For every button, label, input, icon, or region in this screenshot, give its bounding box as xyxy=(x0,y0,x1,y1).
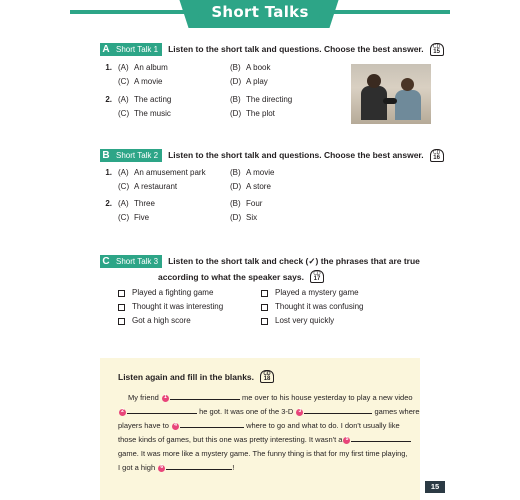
blank-field[interactable] xyxy=(351,434,411,442)
headphones-icon: CD 17 xyxy=(310,270,324,283)
check-item[interactable]: Got a high score xyxy=(118,316,191,326)
answer-option[interactable]: (D) A store xyxy=(230,182,271,191)
checkbox[interactable] xyxy=(261,318,268,325)
checkbox[interactable] xyxy=(118,318,125,325)
check-item[interactable]: Played a fighting game xyxy=(118,288,213,298)
answer-option[interactable]: (C) The music xyxy=(118,109,171,118)
answer-option[interactable]: (B) The directing xyxy=(230,95,293,104)
answer-option[interactable]: (A) The acting xyxy=(118,95,172,104)
answer-option[interactable]: (C) A restaurant xyxy=(118,182,178,191)
answer-option[interactable]: (C) Five xyxy=(118,213,150,222)
blank-field[interactable] xyxy=(166,462,232,470)
page-title: Short Talks xyxy=(211,3,309,21)
section-letter: B xyxy=(100,149,112,162)
fill-title: Listen again and fill in the blanks. CD 18 xyxy=(118,370,274,383)
section-b-header xyxy=(100,148,460,162)
blank-field[interactable] xyxy=(304,406,372,414)
check-item[interactable]: Thought it was confusing xyxy=(261,302,364,312)
section-instruction: Listen to the short talk and check (✓) the phrases that are true xyxy=(168,256,420,266)
answer-option[interactable]: (D) Six xyxy=(230,213,258,222)
check-item[interactable]: Lost very quickly xyxy=(261,316,334,326)
headphones-icon: CD 15 xyxy=(430,43,444,56)
section-tag: Short Talk 1 xyxy=(112,43,162,56)
question-row: 2. (A) The acting (B) The directing xyxy=(100,95,342,105)
section-letter: A xyxy=(100,43,112,56)
section-c-header xyxy=(100,254,460,283)
blank-field[interactable] xyxy=(170,392,240,400)
answer-option[interactable]: (A) Three xyxy=(118,199,155,208)
section-tag: Short Talk 2 xyxy=(112,149,162,162)
blank-field[interactable] xyxy=(180,420,244,428)
paragraph-line: game. It was more like a mystery game. The funny thing is that for my first time playing, xyxy=(118,449,408,458)
paragraph-line: those kinds of games, but this one was pretty interesting. It wasn't a 5 xyxy=(118,433,402,447)
blank-field[interactable] xyxy=(127,406,197,414)
question-row xyxy=(100,77,342,87)
section-letter: C xyxy=(100,255,112,268)
paragraph-line: My friend 1 me over to his house yesterday to play a new video xyxy=(128,393,413,402)
checkbox[interactable] xyxy=(118,290,125,297)
answer-option[interactable]: (D) A play xyxy=(230,77,268,86)
checkbox[interactable] xyxy=(261,290,268,297)
answer-option[interactable]: (B) A book xyxy=(230,63,271,72)
paragraph-line: I got a high 6 ! xyxy=(118,463,235,472)
paragraph-line: players have to 4 where to go and what to do. I don't usually like xyxy=(118,421,400,430)
section-tag: Short Talk 3 xyxy=(112,255,162,268)
answer-option[interactable]: (A) An album xyxy=(118,63,168,72)
checkbox[interactable] xyxy=(261,304,268,311)
page-number: 15 xyxy=(425,481,445,493)
question-row xyxy=(100,182,342,192)
paragraph-line: 2 he got. It was one of the 3-D 3 games where xyxy=(118,405,402,419)
headphones-icon: CD 16 xyxy=(430,149,444,162)
check-item[interactable]: Thought it was interesting xyxy=(118,302,223,312)
answer-option[interactable]: (D) The plot xyxy=(230,109,275,118)
section-instruction-cont: according to what the speaker says. xyxy=(158,271,304,282)
checkbox[interactable] xyxy=(118,304,125,311)
question-row: 1. (A) An album (B) A book xyxy=(100,63,342,73)
section-a-header xyxy=(100,42,460,56)
question-row: 1. (A) An amusement park (B) A movie xyxy=(100,168,342,178)
answer-option[interactable]: (C) A movie xyxy=(118,77,163,86)
question-row: 2. (A) Three (B) Four xyxy=(100,199,342,209)
check-item[interactable]: Played a mystery game xyxy=(261,288,359,298)
answer-option[interactable]: (B) Four xyxy=(230,199,263,208)
question-row xyxy=(100,213,342,223)
answer-option[interactable]: (A) An amusement park xyxy=(118,168,206,177)
page-header xyxy=(70,0,450,24)
answer-option[interactable]: (B) A movie xyxy=(230,168,275,177)
headphones-icon: CD 18 xyxy=(260,370,274,383)
section-instruction: Listen to the short talk and questions. Choose the best answer. xyxy=(168,150,424,160)
question-row xyxy=(100,109,342,119)
section-instruction: Listen to the short talk and questions. Choose the best answer. xyxy=(168,44,424,54)
gaming-photo xyxy=(351,64,431,124)
